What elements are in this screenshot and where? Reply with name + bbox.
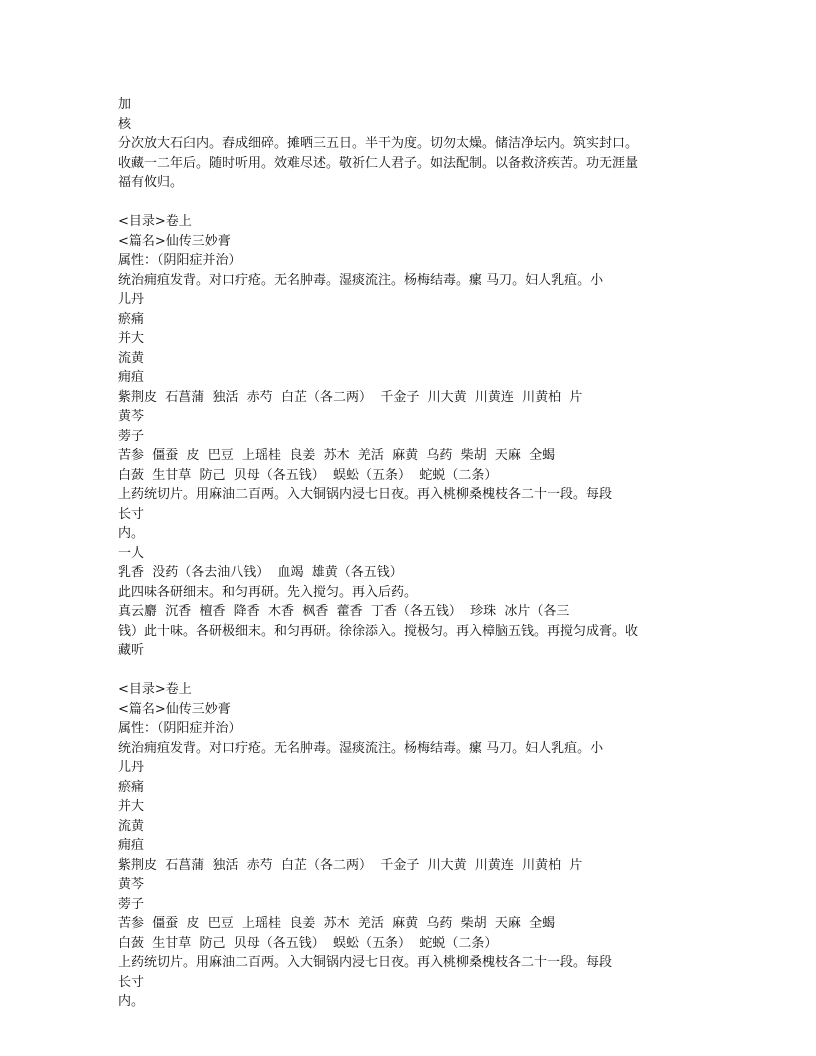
- text-line: 瘀痛: [118, 779, 145, 795]
- text-line: 苦参 僵蚕 皮 巴豆 上瑶桂 良姜 苏木 羌活 麻黄 乌药 柴胡 天麻 全蝎: [118, 448, 556, 463]
- text-line: 统治痈疽发背。对口疔疮。无名肿毒。湿痰流注。杨梅结毒。瘰 马刀。妇人乳疽。小: [118, 740, 604, 756]
- text-line: 真云麝 沉香 檀香 降香 木香 枫香 藿香 丁香（各五钱） 珍珠 冰片（各三: [118, 604, 570, 619]
- text-line: 上药统切片。用麻油二百两。入大铜锅内浸七日夜。再入桃柳桑槐枝各二十一段。每段: [118, 487, 613, 502]
- text-line: 蒡子: [118, 428, 145, 444]
- text-line: <篇名>仙传三妙膏: [118, 233, 231, 249]
- text-line: 瘀痛: [118, 311, 145, 327]
- text-line: 流黄: [118, 818, 145, 834]
- text-line: 长寸: [118, 974, 145, 990]
- text-line: 此四味各研细末。和匀再研。先入搅匀。再入后药。: [118, 584, 418, 600]
- text-line: 痈疽: [118, 838, 145, 853]
- text-line: 黄芩: [118, 877, 145, 892]
- text-line: 并大: [118, 331, 145, 346]
- text-line: 加: [118, 97, 132, 112]
- text-line: 福有攸归。: [118, 175, 184, 190]
- text-line: <目录>卷上: [118, 682, 192, 697]
- text-line: 痈疽: [118, 370, 145, 385]
- text-line: 儿丹: [118, 760, 145, 775]
- text-line: 黄芩: [118, 409, 145, 424]
- text-line: <篇名>仙传三妙膏: [118, 701, 231, 717]
- text-line: 苦参 僵蚕 皮 巴豆 上瑶桂 良姜 苏木 羌活 麻黄 乌药 柴胡 天麻 全蝎: [118, 916, 556, 931]
- text-line: 分次放大石臼内。舂成细碎。摊晒三五日。半干为度。切勿太燥。储洁净坛内。筑实封口。: [118, 136, 639, 151]
- text-line: 核: [118, 116, 132, 132]
- text-line: 藏听: [118, 643, 145, 658]
- text-line: 乳香 没药（各去油八钱） 血竭 雄黄（各五钱）: [118, 565, 403, 580]
- text-line: 白蔹 生甘草 防己 贝母（各五钱） 蜈蚣（五条） 蛇蜕（二条）: [118, 467, 498, 483]
- text-line: 并大: [118, 799, 145, 814]
- blank-line: [118, 661, 718, 681]
- text-line: 儿丹: [118, 292, 145, 307]
- document-page: [118, 95, 718, 1012]
- text-line: 长寸: [118, 506, 145, 522]
- text-line: 上药统切片。用麻油二百两。入大铜锅内浸七日夜。再入桃柳桑槐枝各二十一段。每段: [118, 955, 613, 970]
- text-line: 紫荆皮 石菖蒲 独活 赤芍 白芷（各二两） 千金子 川大黄 川黄连 川黄柏 片: [118, 389, 583, 405]
- text-line: 钱）此十味。各研极细末。和匀再研。徐徐添入。搅极匀。再入樟脑五钱。再搅匀成膏。收: [118, 623, 639, 639]
- text-line: <目录>卷上: [118, 214, 192, 229]
- text-line: 内。: [118, 994, 145, 1009]
- text-line: 统治痈疽发背。对口疔疮。无名肿毒。湿痰流注。杨梅结毒。瘰 马刀。妇人乳疽。小: [118, 272, 604, 288]
- text-line: 一人: [118, 545, 145, 561]
- text-line: 内。: [118, 526, 145, 541]
- blank-line: [118, 193, 718, 213]
- text-line: 蒡子: [118, 896, 145, 912]
- text-line: 收藏一二年后。随时听用。效难尽述。敬祈仁人君子。如法配制。以备救济疾苦。功无涯量: [118, 155, 639, 171]
- text-line: 白蔹 生甘草 防己 贝母（各五钱） 蜈蚣（五条） 蛇蜕（二条）: [118, 935, 498, 951]
- text-line: 属性：（阴阳症并治）: [118, 253, 242, 268]
- text-line: 属性：（阴阳症并治）: [118, 721, 242, 736]
- text-line: 紫荆皮 石菖蒲 独活 赤芍 白芷（各二两） 千金子 川大黄 川黄连 川黄柏 片: [118, 857, 583, 873]
- text-line: 流黄: [118, 350, 145, 366]
